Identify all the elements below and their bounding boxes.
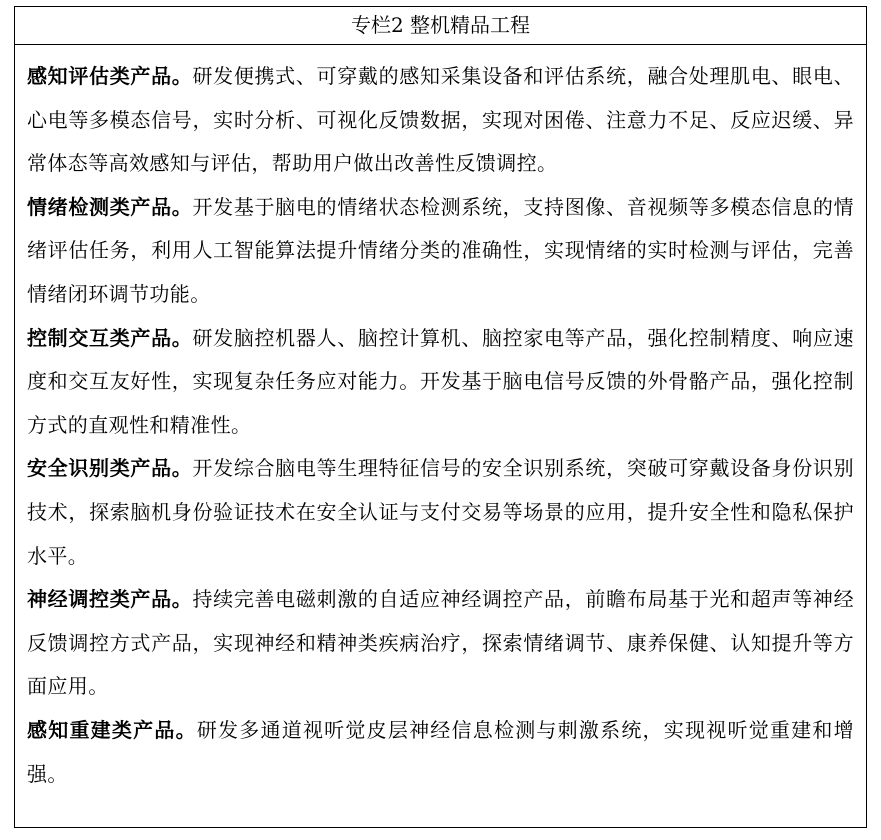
paragraph-neuromodulation (27, 578, 854, 709)
column-box (14, 6, 867, 828)
paragraph-text: 研发脑控机器人、脑控计算机、脑控家电等产品，强化控制精度、响应速度和交互友好性，实现复杂任务应对能力。开发基于脑电信号反馈的外骨骼产品，强化控制方式的直观性和精准性。 (27, 325, 854, 437)
paragraph-lead: 感知重建类产品。 (27, 717, 197, 742)
paragraph-text: 研发便携式、可穿戴的感知采集设备和评估系统，融合处理肌电、眼电、心电等多模态信号，实时分析、可视化反馈数据，实现对困倦、注意力不足、反应迟缓、异常体态等高效感知与评估，帮助用户做出改善性反馈调控。 (27, 64, 854, 176)
paragraph-text: 开发综合脑电等生理特征信号的安全识别系统，突破可穿戴设备身份识别技术，探索脑机身份验证技术在安全认证与支付交易等场景的应用，提升安全性和隐私保护水平。 (27, 456, 854, 568)
paragraph-emotion-detection (27, 186, 854, 317)
paragraph-perception-reconstruction (27, 709, 854, 796)
paragraph-perception-assessment (27, 55, 854, 186)
paragraph-lead: 神经调控类产品。 (27, 587, 193, 612)
paragraph-text: 开发基于脑电的情绪状态检测系统，支持图像、音视频等多模态信息的情绪评估任务，利用人工智能算法提升情绪分类的准确性，实现情绪的实时检测与评估，完善情绪闭环调节功能。 (27, 194, 854, 306)
box-body (15, 45, 866, 796)
paragraph-text: 持续完善电磁刺激的自适应神经调控产品，前瞻布局基于光和超声等神经反馈调控方式产品，实现神经和精神类疾病治疗，探索情绪调节、康养保健、认知提升等方面应用。 (27, 587, 854, 699)
paragraph-lead: 安全识别类产品。 (27, 456, 193, 481)
paragraph-lead: 感知评估类产品。 (27, 64, 193, 88)
paragraph-lead: 情绪检测类产品。 (27, 194, 193, 219)
paragraph-control-interaction (27, 317, 854, 448)
paragraph-text: 研发多通道视听觉皮层神经信息检测与刺激系统，实现视听觉重建和增强。 (27, 717, 854, 786)
paragraph-security-identification (27, 447, 854, 578)
box-title: 专栏2 整机精品工程 (15, 7, 866, 45)
paragraph-lead: 控制交互类产品。 (27, 325, 193, 350)
